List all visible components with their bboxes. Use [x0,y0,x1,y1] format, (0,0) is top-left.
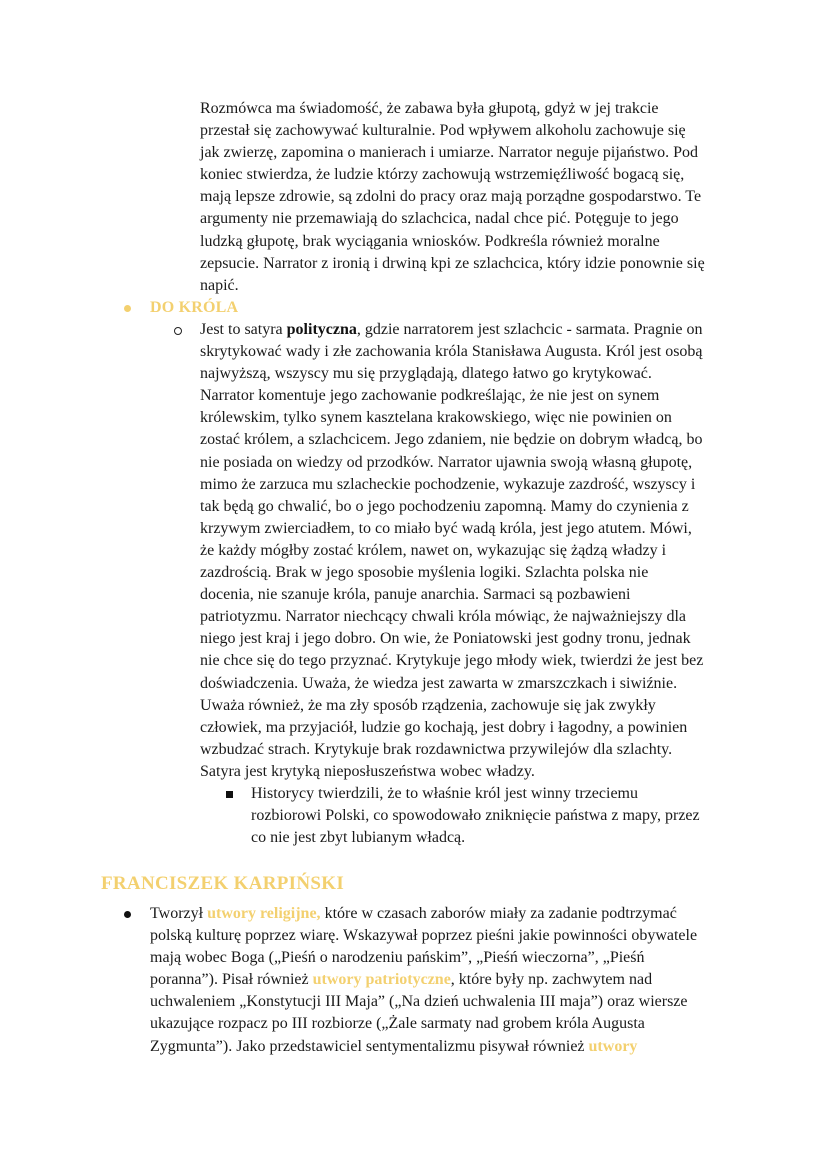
highlighted-term: utwory patriotyczne [312,971,451,989]
text-line: zazdrością. Brak w jego sposobie myślenia logiki. Szlachta polska nie [200,564,649,582]
text-line: zepsucie. Narrator z ironią i drwiną kpi ze szlachcica, który idzie ponownie się [200,254,705,272]
text-line: uchwaleniem „Konstytucji III Maja” („Na dzień uchwalenia III maja”) oraz wiersze [150,993,688,1011]
text-line: jak zwierzę, zapomina o manierach i umiarze. Narrator neguje pijaństwo. Pod [200,144,699,162]
text-span: Tworzył [150,905,208,922]
description-text [200,319,745,783]
bullet-square-icon [226,791,233,798]
text-line: wzbudzać strach. Krytykuje brak rozdawnictwa przywilejów dla szlachty. [200,740,673,758]
text-span: Zygmunta”). Jako przedstawiciel sentymentalizmu pisywał również [150,1037,589,1055]
text-line: co nie jest zbyt lubianym władcą. [251,829,466,847]
text-line: tak będą go chwalić, bo o jego pochodzeniu zapomną. Mamy do czynienia z [200,497,689,515]
text-line: koniec stwierdza, że ludzie którzy zachowują wstrzemięźliwość bogacą się, [200,166,685,184]
text-line [150,903,740,925]
text-line: doświadczenia. Uważa, że wiedza jest zawarta w zmarszczkach i siwiźnie. [200,674,678,692]
text-line: że każdy mógłby zostać królem, nawet on, wykazując się żądzą władzy i [200,541,667,559]
text-line: mają lepsze zdrowie, są zdolni do pracy oraz mają porządne gospodarstwo. Te [200,188,702,206]
text-line: docenia, nie szanuje króla, panuje anarchia. Sarmaci są pozbawieni [200,586,631,604]
karpinski-text [150,903,740,1058]
text-line: Historycy twierdzili, że to właśnie król jest winny trzeciemu [251,785,638,802]
bullet-dot-icon [124,911,131,918]
text-line: mimo że zarzuca mu szlacheckie pochodzenie, wykazuje zazdrość, wszyscy i [200,475,696,493]
text-line: Rozmówca ma świadomość, że zabawa była głupotą, gdyż w jej trakcie [200,100,659,117]
continuation-paragraph [200,98,740,297]
text-line: Uważa również, że ma zły sposób rządzenia, zachowuje się jak zwykły [200,696,656,714]
text-line [150,969,740,991]
text-line: najwyższą, wszyscy mu się przyglądają, dlatego łatwo go krytykować. [200,365,652,383]
text-span: , które były np. zachwytem nad [450,971,653,989]
historians-note-text [251,783,751,849]
text-line: ukazujące rozpacz po III rozbiorze („Żale sarmaty nad grobem króla Augusta [150,1015,645,1033]
text-line: mają wobec Boga („Pieśń o narodzeniu pańskim”, „Pieśń wieczorna”, „Pieśń [150,949,645,967]
section-title-karpinski: FRANCISZEK KARPIŃSKI [101,873,345,894]
text-span: , gdzie narratorem jest szlachcic - sarmata. Pragnie on [356,321,703,338]
bullet-circle-icon [174,327,182,335]
text-line: rozbiorowi Polski, co spowodowało zniknięcie państwa z mapy, przez [251,807,700,825]
text-span: Jest to satyra [200,321,287,338]
text-line: krzywym zwierciadłem, to co miało być wadą króla, jest jego atutem. Mówi, [200,519,692,537]
text-line: patriotyzmu. Narrator niechcący chwali króla mówiąc, że najważniejszy dla [200,608,686,626]
bold-keyword: polityczna [286,321,357,338]
text-line: Narrator komentuje jego zachowanie podkreślając, że nie jest on synem [200,387,660,405]
text-line: przestał się zachowywać kulturalnie. Pod wpływem alkoholu zachowuje się [200,122,686,140]
highlighted-term: utwory religijne, [207,905,321,922]
text-line: nie chce się do tego przyznać. Krytykuje jego młody wiek, twierdzi że jest bez [200,652,704,670]
bullet-dot-icon [124,305,131,312]
text-line: zostać królem, a szlachcicem. Jego zdaniem, nie będzie on dobrym władcą, bo [200,431,703,449]
text-line: człowiek, ma przyjaciół, ludzie go kochają, jest dobry i łagodny, a powinien [200,718,688,736]
text-line: ludzką głupotę, brak wyciągania wniosków. Podkreśla również moralne [200,232,660,250]
text-span: poranna”). Pisał również [150,971,313,989]
text-line: argumenty nie przemawiają do szlachcica, nadal chce pić. Potęguje to jego [200,210,679,228]
text-line: napić. [200,276,239,294]
text-line: skrytykować wady i złe zachowania króla Stanisława Augusta. Król jest osobą [200,343,703,361]
text-line: polską kulturę poprzez wiarę. Wskazywał poprzez pieśni jakie powinności obywatele [150,927,698,945]
text-line [150,1036,740,1058]
text-line [200,319,745,341]
text-span: które w czasach zaborów miały za zadanie podtrzymać [320,905,677,922]
text-line: Satyra jest krytyką nieposłuszeństwa wobec władzy. [200,762,535,780]
text-line: niego jest kraj i jego dobro. On wie, że Poniatowski jest godny tronu, jednak [200,630,691,648]
highlighted-term: utwory [588,1037,638,1055]
text-line: królewskim, tylko synem kasztelana krakowskiego, więc nie powinien on [200,409,672,427]
section-heading-do-krola: DO KRÓLA [150,299,239,316]
text-line: nie posiada on wiedzy od przodków. Narrator ujawnia swoją własną głupotę, [200,453,693,471]
